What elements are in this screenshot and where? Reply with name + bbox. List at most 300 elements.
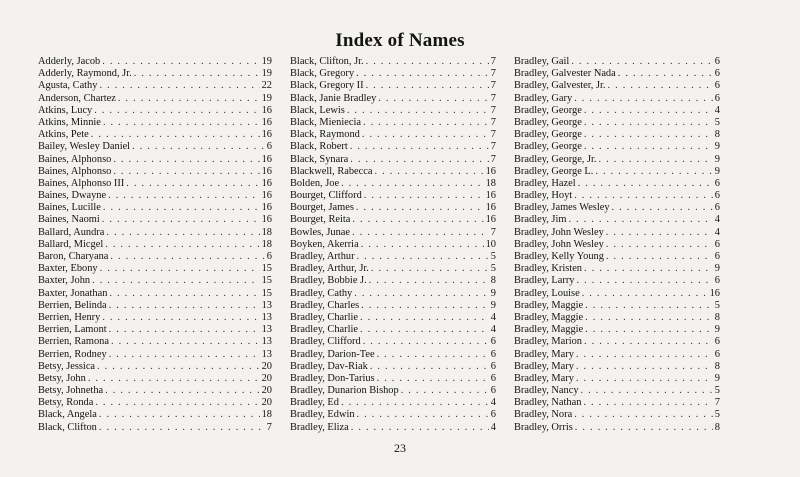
leader-dots: [370, 361, 489, 373]
leader-dots: [113, 166, 259, 178]
index-entry: [38, 397, 272, 409]
entry-name: Berrien, Belinda: [38, 299, 107, 311]
index-entry: [514, 190, 720, 202]
index-entry: [38, 300, 272, 312]
leader-dots: [356, 68, 489, 80]
leader-dots: [595, 166, 712, 178]
entry-page: 7: [490, 56, 496, 67]
leader-dots: [113, 154, 259, 166]
index-entry: [290, 251, 496, 263]
leader-dots: [350, 141, 489, 153]
index-entry: [38, 93, 272, 105]
entry-page: 16: [261, 104, 272, 116]
entry-page: 7: [714, 397, 720, 409]
index-entry: [38, 105, 272, 117]
index-entry: [38, 202, 272, 214]
index-entry: [290, 227, 496, 239]
entry-name: Bradley, Gail: [514, 56, 570, 67]
index-entry: [38, 178, 272, 190]
index-entry: [514, 68, 720, 80]
index-entry: [38, 336, 272, 348]
index-entry: [38, 154, 272, 166]
entry-page: 9: [714, 165, 720, 177]
leader-dots: [361, 300, 489, 312]
index-entry: [38, 312, 272, 324]
leader-dots: [134, 68, 260, 80]
page-number: 23: [394, 441, 406, 455]
entry-page: 7: [490, 226, 496, 238]
entry-name: Bradley, Hoyt: [514, 190, 573, 202]
entry-page: 16: [261, 177, 272, 189]
entry-page: 5: [490, 263, 496, 275]
entry-page: 6: [714, 202, 720, 214]
leader-dots: [377, 373, 489, 385]
leader-dots: [103, 117, 260, 129]
entry-page: 18: [261, 226, 272, 238]
index-entry: [514, 154, 720, 166]
entry-name: Bradley, Arthur, Jr.: [290, 263, 369, 275]
leader-dots: [109, 300, 260, 312]
entry-name: Baines, Lucille: [38, 202, 101, 214]
entry-name: Bradley, Nathan: [514, 397, 582, 409]
entry-page: 16: [261, 165, 272, 177]
entry-page: 6: [714, 92, 720, 104]
index-entry: [514, 214, 720, 226]
leader-dots: [352, 214, 483, 226]
leader-dots: [364, 190, 484, 202]
index-entry: [290, 324, 496, 336]
entry-page: 16: [709, 287, 720, 299]
leader-dots: [108, 190, 260, 202]
entry-page: 20: [261, 397, 272, 409]
leader-dots: [362, 129, 489, 141]
entry-name: Agusta, Cathy: [38, 80, 98, 92]
entry-name: Black, Gregory II: [290, 80, 364, 92]
index-entry: [290, 397, 496, 409]
index-entry: [38, 166, 272, 178]
index-entry: [38, 68, 272, 80]
index-entry: [514, 385, 720, 397]
index-entry: [514, 275, 720, 287]
entry-name: Bradley, Ed: [290, 397, 339, 409]
index-entry: [514, 361, 720, 373]
leader-dots: [360, 312, 489, 324]
leader-dots: [88, 373, 260, 385]
leader-dots: [106, 227, 259, 239]
entry-name: Bradley, Galvester, Jr.: [514, 80, 606, 92]
entry-name: Black, Clifton, Jr.: [290, 56, 364, 67]
entry-name: Black, Lewis: [290, 104, 345, 116]
entry-name: Bradley, George: [514, 129, 582, 141]
index-entry: [290, 349, 496, 361]
entry-page: 7: [490, 80, 496, 92]
leader-dots: [583, 397, 712, 409]
leader-dots: [575, 422, 713, 434]
index-entry: [38, 385, 272, 397]
entry-name: Betsy, John: [38, 372, 86, 384]
index-entry: [38, 239, 272, 251]
index-entry: [290, 190, 496, 202]
entry-page: 7: [490, 153, 496, 165]
entry-page: 6: [490, 385, 496, 397]
index-entry: [38, 141, 272, 153]
leader-dots: [599, 154, 713, 166]
entry-page: 18: [261, 238, 272, 250]
entry-name: Black, Synara: [290, 153, 349, 165]
entry-name: Black, Janie Bradley: [290, 92, 377, 104]
entry-name: Bradley, John Wesley: [514, 238, 604, 250]
index-entry: [514, 312, 720, 324]
leader-dots: [576, 349, 713, 361]
index-column-2: [290, 56, 496, 434]
index-entry: [514, 288, 720, 300]
leader-dots: [100, 263, 260, 275]
entry-name: Baines, Alphonso: [38, 153, 112, 165]
leader-dots: [109, 349, 260, 361]
entry-name: Bradley, John Wesley: [514, 226, 604, 238]
entry-name: Berrien, Rodney: [38, 348, 107, 360]
index-entry: [38, 214, 272, 226]
entry-page: 7: [266, 421, 272, 433]
entry-name: Bradley, George: [514, 116, 582, 128]
leader-dots: [354, 288, 489, 300]
leader-dots: [110, 251, 264, 263]
entry-name: Bailey, Wesley Daniel: [38, 141, 131, 153]
entry-name: Berrien, Ramona: [38, 336, 109, 348]
entry-name: Black, Clifton: [38, 421, 97, 433]
entry-name: Black, Gregory: [290, 68, 355, 80]
index-entry: [514, 397, 720, 409]
entry-page: 16: [485, 190, 496, 202]
index-entry: [38, 56, 272, 68]
leader-dots: [94, 105, 259, 117]
entry-page: 6: [490, 348, 496, 360]
entry-page: 6: [266, 141, 272, 153]
leader-dots: [126, 178, 259, 190]
leader-dots: [577, 275, 713, 287]
index-entry: [38, 324, 272, 336]
entry-page: 16: [261, 153, 272, 165]
index-entry: [290, 202, 496, 214]
index-entry: [290, 312, 496, 324]
entry-page: 6: [714, 56, 720, 67]
index-entry: [38, 263, 272, 275]
index-entry: [38, 275, 272, 287]
entry-page: 4: [490, 324, 496, 336]
leader-dots: [584, 105, 713, 117]
index-entry: [514, 263, 720, 275]
entry-page: 13: [261, 299, 272, 311]
entry-page: 6: [714, 336, 720, 348]
entry-name: Betsy, Johnetha: [38, 385, 104, 397]
leader-dots: [585, 324, 713, 336]
entry-page: 7: [490, 116, 496, 128]
entry-page: 4: [490, 311, 496, 323]
leader-dots: [132, 141, 265, 153]
entry-page: 19: [261, 92, 272, 104]
leader-dots: [109, 324, 260, 336]
entry-page: 5: [714, 409, 720, 421]
entry-page: 6: [714, 68, 720, 80]
entry-page: 6: [714, 190, 720, 202]
entry-name: Bradley, Dav-Riak: [290, 360, 368, 372]
entry-page: 6: [714, 177, 720, 189]
entry-name: Bradley, Galvester Nada: [514, 68, 616, 80]
entry-name: Bradley, Kristen: [514, 263, 583, 275]
entry-name: Bradley, Charles: [290, 299, 360, 311]
entry-page: 6: [490, 372, 496, 384]
index-entry: [514, 227, 720, 239]
index-entry: [290, 422, 496, 434]
entry-name: Bradley, Marion: [514, 336, 583, 348]
entry-page: 9: [714, 372, 720, 384]
entry-name: Bradley, Maggie: [514, 299, 584, 311]
entry-page: 15: [261, 287, 272, 299]
leader-dots: [363, 117, 489, 129]
entry-name: Bradley, Hazel: [514, 177, 576, 189]
index-entry: [290, 93, 496, 105]
entry-name: Baines, Alphonso III: [38, 177, 125, 189]
entry-page: 6: [490, 360, 496, 372]
index-entry: [514, 80, 720, 92]
index-entry: [514, 324, 720, 336]
entry-name: Bradley, Edwin: [290, 409, 355, 421]
entry-page: 16: [261, 214, 272, 226]
entry-name: Bradley, Louise: [514, 287, 580, 299]
entry-name: Black, Mieniecia: [290, 116, 361, 128]
entry-name: Bradley, Dunarion Bishop: [290, 385, 399, 397]
leader-dots: [102, 214, 260, 226]
entry-page: 8: [490, 275, 496, 287]
leader-dots: [351, 422, 489, 434]
entry-name: Berrien, Henry: [38, 311, 101, 323]
index-entry: [290, 336, 496, 348]
leader-dots: [576, 373, 713, 385]
index-entry: [38, 361, 272, 373]
index-entry: [38, 190, 272, 202]
leader-dots: [109, 288, 259, 300]
entry-page: 4: [714, 226, 720, 238]
index-entry: [514, 166, 720, 178]
leader-dots: [574, 190, 713, 202]
index-entry: [290, 68, 496, 80]
index-entry: [514, 141, 720, 153]
entry-name: Betsy, Ronda: [38, 397, 94, 409]
index-entry: [514, 129, 720, 141]
entry-name: Bradley, George: [514, 104, 582, 116]
index-column-3: [514, 56, 720, 434]
entry-page: 18: [485, 177, 496, 189]
leader-dots: [92, 275, 260, 287]
leader-dots: [341, 397, 489, 409]
leader-dots: [357, 251, 489, 263]
entry-page: 9: [490, 299, 496, 311]
entry-name: Baines, Naomi: [38, 214, 100, 226]
leader-dots: [341, 178, 484, 190]
entry-page: 6: [714, 275, 720, 287]
entry-page: 20: [261, 360, 272, 372]
entry-page: 6: [714, 238, 720, 250]
leader-dots: [356, 202, 484, 214]
entry-name: Bradley, Cathy: [290, 287, 353, 299]
index-entry: [514, 202, 720, 214]
entry-name: Bowles, Junae: [290, 226, 351, 238]
leader-dots: [584, 117, 713, 129]
leader-dots: [99, 409, 260, 421]
leader-dots: [606, 251, 713, 263]
leader-dots: [582, 288, 708, 300]
index-entry: [514, 300, 720, 312]
index-entry: [38, 288, 272, 300]
leader-dots: [118, 93, 260, 105]
index-entry: [290, 239, 496, 251]
entry-name: Black, Angela: [38, 409, 97, 421]
entry-name: Bourget, Clifford: [290, 190, 362, 202]
entry-name: Bradley, George L.: [514, 165, 594, 177]
entry-page: 4: [714, 104, 720, 116]
entry-page: 16: [485, 165, 496, 177]
leader-dots: [375, 166, 484, 178]
entry-page: 7: [490, 68, 496, 80]
entry-page: 7: [490, 92, 496, 104]
entry-name: Atkins, Minnie: [38, 116, 101, 128]
index-entry: [290, 288, 496, 300]
entry-page: 13: [261, 336, 272, 348]
index-entry: [514, 105, 720, 117]
entry-page: 22: [261, 80, 272, 92]
index-entry: [514, 422, 720, 434]
page-title: Index of Names: [335, 30, 465, 51]
entry-page: 5: [714, 385, 720, 397]
entry-name: Bradley, Maggie: [514, 311, 584, 323]
index-entry: [290, 129, 496, 141]
entry-name: Bradley, Maggie: [514, 324, 584, 336]
index-entry: [290, 361, 496, 373]
entry-name: Bradley, Gary: [514, 92, 573, 104]
entry-name: Bradley, Orris: [514, 421, 573, 433]
leader-dots: [361, 239, 484, 251]
entry-name: Baxter, John: [38, 275, 91, 287]
leader-dots: [571, 56, 712, 68]
index-entry: [514, 251, 720, 263]
entry-page: 6: [714, 80, 720, 92]
entry-name: Betsy, Jessica: [38, 360, 96, 372]
index-entry: [514, 117, 720, 129]
leader-dots: [574, 409, 713, 421]
leader-dots: [576, 361, 713, 373]
leader-dots: [357, 409, 489, 421]
entry-page: 8: [714, 311, 720, 323]
entry-name: Black, Raymond: [290, 129, 360, 141]
entry-name: Ballard, Micgel: [38, 238, 104, 250]
entry-name: Bradley, Jim: [514, 214, 567, 226]
entry-page: 13: [261, 348, 272, 360]
leader-dots: [369, 275, 489, 287]
leader-dots: [585, 312, 713, 324]
index-entry: [290, 178, 496, 190]
entry-name: Atkins, Pete: [38, 129, 89, 141]
index-entry: [290, 56, 496, 68]
leader-dots: [360, 324, 489, 336]
leader-dots: [606, 239, 713, 251]
index-entry: [514, 56, 720, 68]
entry-name: Bourget, Reita: [290, 214, 351, 226]
entry-name: Bradley, Nora: [514, 409, 573, 421]
index-column-1: [38, 56, 272, 434]
entry-name: Anderson, Chartez: [38, 92, 116, 104]
leader-dots: [371, 263, 489, 275]
index-entry: [38, 422, 272, 434]
entry-page: 13: [261, 324, 272, 336]
entry-page: 8: [714, 129, 720, 141]
entry-page: 9: [714, 153, 720, 165]
leader-dots: [366, 56, 489, 68]
entry-page: 13: [261, 311, 272, 323]
leader-dots: [352, 227, 489, 239]
entry-page: 16: [485, 202, 496, 214]
leader-dots: [97, 361, 260, 373]
entry-page: 4: [490, 397, 496, 409]
index-entry: [514, 93, 720, 105]
leader-dots: [99, 80, 259, 92]
index-entry: [290, 105, 496, 117]
entry-page: 19: [261, 56, 272, 67]
entry-name: Atkins, Lucy: [38, 104, 93, 116]
entry-name: Black, Robert: [290, 141, 348, 153]
entry-name: Baron, Charyana: [38, 251, 109, 262]
entry-page: 7: [490, 129, 496, 141]
entry-page: 20: [261, 372, 272, 384]
leader-dots: [618, 68, 713, 80]
index-entry: [290, 373, 496, 385]
entry-page: 5: [490, 251, 496, 262]
entry-name: Bradley, Mary: [514, 360, 574, 372]
index-entry: [290, 154, 496, 166]
index-entry: [38, 117, 272, 129]
entry-page: 5: [714, 116, 720, 128]
entry-name: Ballard, Aundra: [38, 226, 105, 238]
leader-dots: [574, 93, 713, 105]
entry-page: 15: [261, 263, 272, 275]
index-entry: [290, 409, 496, 421]
entry-page: 6: [490, 336, 496, 348]
leader-dots: [105, 385, 259, 397]
index-entry: [38, 349, 272, 361]
leader-dots: [584, 336, 713, 348]
leader-dots: [585, 300, 713, 312]
index-entry: [38, 409, 272, 421]
index-entry: [38, 373, 272, 385]
entry-page: 8: [714, 421, 720, 433]
index-entry: [38, 80, 272, 92]
leader-dots: [377, 349, 489, 361]
leader-dots: [102, 56, 259, 68]
entry-name: Adderly, Raymond, Jr.: [38, 68, 132, 80]
leader-dots: [612, 202, 713, 214]
entry-name: Adderly, Jacob: [38, 56, 101, 67]
entry-name: Boyken, Akerria: [290, 238, 359, 250]
index-entry: [38, 251, 272, 263]
entry-page: 16: [261, 129, 272, 141]
entry-name: Bradley, Darion-Tee: [290, 348, 375, 360]
entry-name: Bradley, Eliza: [290, 421, 349, 433]
entry-page: 4: [490, 421, 496, 433]
leader-dots: [584, 141, 713, 153]
index-entry: [38, 227, 272, 239]
entry-name: Baines, Alphonso: [38, 165, 112, 177]
leader-dots: [91, 129, 260, 141]
index-entry: [290, 117, 496, 129]
